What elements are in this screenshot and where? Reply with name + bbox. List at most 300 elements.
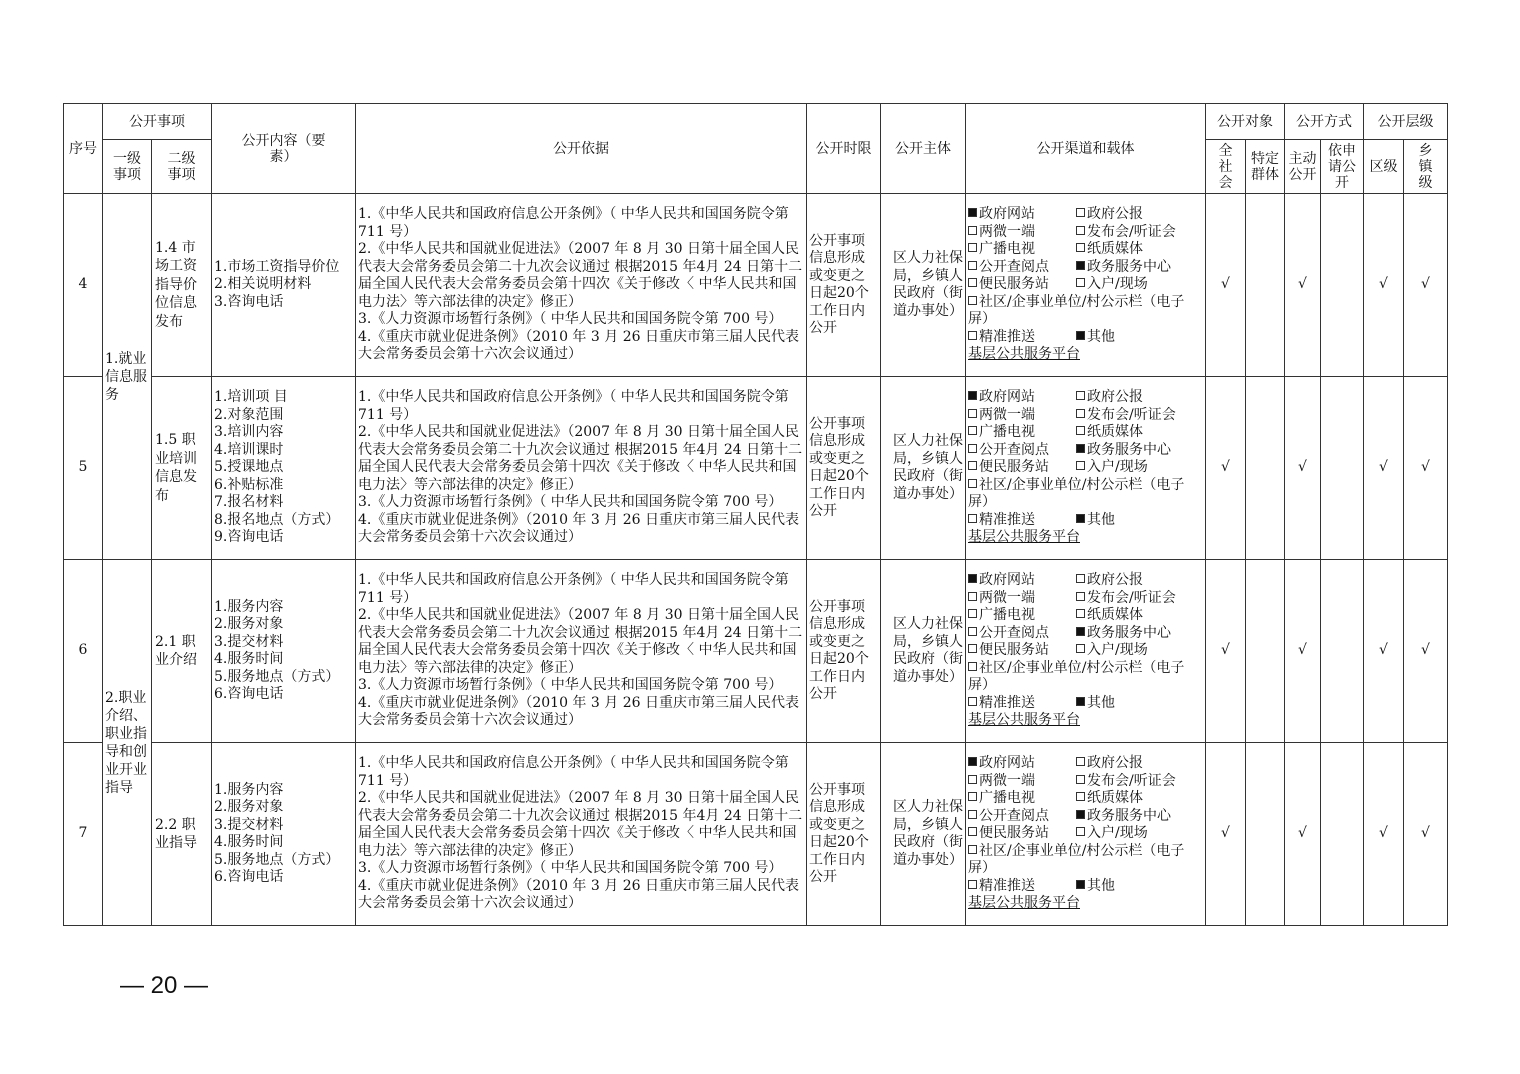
channel-row xyxy=(968,442,1203,460)
channel-other-value: 基层公共服务平台 xyxy=(968,346,1080,363)
content-item: 9.咨询电话 xyxy=(214,529,284,546)
channel-label: 纸质媒体 xyxy=(1087,790,1143,807)
header-subject: 公开主体 xyxy=(881,104,966,194)
row-seq: 4 xyxy=(64,194,103,377)
channel-label: 公开查阅点 xyxy=(979,441,1049,458)
channel-label: 社区/企事业单位/村公示栏（电子屏） xyxy=(968,476,1185,511)
channel-option xyxy=(968,224,1076,242)
subject-cell: 区人力社保局，乡镇人民政府（街道办事处） xyxy=(881,377,966,560)
channel-option xyxy=(968,878,1076,896)
unchecked-box-icon xyxy=(1076,827,1085,836)
basis-item: 2.《中华人民共和国就业促进法》（2007 年 8 月 30 日第十届全国人民代表大会常务委员会第二十九次会议通过 根据2015 年4月 24 日第十二届全国人民代表大会常务委员会第十四次《关于修改〈 中华人民共和国电力法〉等六部法律的决定》修正） xyxy=(358,790,803,859)
channel-label: 社区/企事业单位/村公示栏（电子屏） xyxy=(968,842,1185,877)
channel-option xyxy=(968,424,1076,442)
empty-cell xyxy=(1321,743,1364,926)
channel-label: 发布会/听证会 xyxy=(1087,589,1176,606)
channel-option xyxy=(1076,590,1176,608)
basis-item: 2.《中华人民共和国就业促进法》（2007 年 8 月 30 日第十届全国人民代表大会常务委员会第二十九次会议通过 根据2015 年4月 24 日第十二届全国人民代表大会常务委员会第十四次《关于修改〈 中华人民共和国电力法〉等六部法律的决定》修正） xyxy=(358,607,803,676)
unchecked-box-icon xyxy=(968,444,977,453)
header-level-town: 乡镇级 xyxy=(1404,140,1448,194)
basis-item: 3.《人力资源市场暂行条例》（ 中华人民共和国国务院令第 700 号） xyxy=(358,494,783,511)
unchecked-box-icon xyxy=(1076,609,1085,618)
check-mark: √ xyxy=(1285,560,1321,743)
content-item: 6.咨询电话 xyxy=(214,686,284,702)
channel-label: 入户/现场 xyxy=(1087,642,1148,659)
channel-row xyxy=(968,424,1203,442)
channel-label: 政府网站 xyxy=(979,389,1035,406)
channel-label: 发布会/听证会 xyxy=(1087,772,1176,789)
channel-option xyxy=(968,459,1076,477)
basis-item: 2.《中华人民共和国就业促进法》（2007 年 8 月 30 日第十届全国人民代表大会常务委员会第二十九次会议通过 根据2015 年4月 24 日第十二届全国人民代表大会常务委员会第十四次《关于修改〈 中华人民共和国电力法〉等六部法律的决定》修正） xyxy=(358,241,803,310)
content-item: 1.培训项 目 xyxy=(214,389,288,406)
header-timing: 公开时限 xyxy=(807,104,881,194)
subject-cell: 区人力社保局，乡镇人民政府（街道办事处） xyxy=(881,194,966,377)
channel-label: 其他 xyxy=(1087,511,1115,528)
channel-label: 入户/现场 xyxy=(1087,276,1148,293)
channel-row xyxy=(968,477,1203,512)
channel-row xyxy=(968,407,1203,425)
header-method-apply: 依申请公开 xyxy=(1321,140,1364,194)
channel-row xyxy=(968,660,1203,695)
channel-option xyxy=(1076,206,1143,224)
channel-option xyxy=(1076,407,1176,425)
channel-row xyxy=(968,773,1203,791)
row-seq: 6 xyxy=(64,560,103,743)
channel-option xyxy=(968,329,1076,347)
channel-label: 发布会/听证会 xyxy=(1087,223,1176,240)
channel-label: 纸质媒体 xyxy=(1087,424,1143,441)
level1-item: 2.职业介绍、职业指导和创业开业指导 xyxy=(103,560,152,926)
empty-cell xyxy=(1321,560,1364,743)
unchecked-box-icon xyxy=(1076,574,1085,583)
channel-option xyxy=(968,625,1076,643)
basis-item: 3.《人力资源市场暂行条例》（ 中华人民共和国国务院令第 700 号） xyxy=(358,677,783,694)
unchecked-box-icon xyxy=(968,827,977,836)
channel-label: 广播电视 xyxy=(979,424,1035,441)
channel-option xyxy=(1076,442,1171,460)
unchecked-box-icon xyxy=(968,592,977,601)
channel-label: 精准推送 xyxy=(979,877,1035,894)
header-item-group: 公开事项 xyxy=(103,104,212,140)
content-item: 2.相关说明材料 xyxy=(214,276,312,293)
channel-option xyxy=(968,790,1076,808)
channel-row xyxy=(968,878,1203,896)
channel-option xyxy=(1076,572,1143,590)
channel-option xyxy=(1076,625,1171,643)
unchecked-box-icon xyxy=(968,609,977,618)
channel-option xyxy=(968,572,1076,590)
unchecked-box-icon xyxy=(968,845,977,854)
check-mark: √ xyxy=(1285,743,1321,926)
basis-list xyxy=(356,194,807,377)
checked-box-icon xyxy=(1076,444,1085,453)
content-item: 3.提交材料 xyxy=(214,816,284,833)
channel-label: 两微一端 xyxy=(979,406,1035,423)
level2-item: 2.2 职业指导 xyxy=(152,743,212,926)
channel-option xyxy=(1076,259,1171,277)
content-list xyxy=(212,560,356,743)
channel-option xyxy=(1076,329,1115,347)
content-item: 2.对象范围 xyxy=(214,406,284,423)
channel-label: 两微一端 xyxy=(979,589,1035,606)
unchecked-box-icon xyxy=(968,331,977,340)
table-row xyxy=(64,743,1448,926)
channel-option xyxy=(968,389,1076,407)
check-mark: √ xyxy=(1404,377,1448,560)
check-mark: √ xyxy=(1404,194,1448,377)
header-target-group: 公开对象 xyxy=(1206,104,1285,140)
channel-label: 政府公报 xyxy=(1087,206,1143,223)
unchecked-box-icon xyxy=(968,662,977,671)
channel-label: 政府网站 xyxy=(979,206,1035,223)
channel-other-value: 基层公共服务平台 xyxy=(968,895,1080,912)
content-item: 7.报名材料 xyxy=(214,494,284,511)
channel-option xyxy=(1076,389,1143,407)
channel-label: 其他 xyxy=(1087,328,1115,345)
unchecked-box-icon xyxy=(968,409,977,418)
channel-row xyxy=(968,790,1203,808)
channel-label: 社区/企事业单位/村公示栏（电子屏） xyxy=(968,293,1185,328)
header-method-group: 公开方式 xyxy=(1285,104,1364,140)
channel-label: 政府公报 xyxy=(1087,389,1143,406)
disclosure-table xyxy=(63,103,1448,926)
unchecked-box-icon xyxy=(968,514,977,523)
content-item: 8.报名地点（方式） xyxy=(214,511,340,528)
channel-other-value: 基层公共服务平台 xyxy=(968,529,1080,546)
check-mark: √ xyxy=(1206,560,1246,743)
unchecked-box-icon xyxy=(1076,226,1085,235)
channel-row xyxy=(968,625,1203,643)
checked-box-icon xyxy=(968,391,977,400)
row-seq: 5 xyxy=(64,377,103,560)
channel-label: 公开查阅点 xyxy=(979,624,1049,641)
unchecked-box-icon xyxy=(968,775,977,784)
channel-label: 便民服务站 xyxy=(979,459,1049,476)
timing-cell: 公开事项信息形成或变更之日起20个工作日内公开 xyxy=(807,194,881,377)
channel-label: 精准推送 xyxy=(979,511,1035,528)
channel-label: 便民服务站 xyxy=(979,276,1049,293)
basis-item: 3.《人力资源市场暂行条例》（ 中华人民共和国国务院令第 700 号） xyxy=(358,860,783,877)
header-level1: 一级事项 xyxy=(103,140,152,194)
unchecked-box-icon xyxy=(1076,792,1085,801)
table-row xyxy=(64,194,1448,377)
basis-item: 1.《中华人民共和国政府信息公开条例》（ 中华人民共和国国务院令第 711 号） xyxy=(358,755,789,789)
channel-label: 社区/企事业单位/村公示栏（电子屏） xyxy=(968,659,1185,694)
channel-label: 其他 xyxy=(1087,877,1115,894)
channel-label: 纸质媒体 xyxy=(1087,241,1143,258)
channel-row xyxy=(968,695,1203,713)
channel-cell xyxy=(966,194,1206,377)
channel-option xyxy=(968,755,1076,773)
empty-cell xyxy=(1246,377,1285,560)
channel-option xyxy=(968,241,1076,259)
channel-label: 政务服务中心 xyxy=(1087,441,1171,458)
channel-option xyxy=(1076,695,1115,713)
channel-option xyxy=(1076,424,1143,442)
channel-cell xyxy=(966,560,1206,743)
unchecked-box-icon xyxy=(968,792,977,801)
channel-row xyxy=(968,572,1203,590)
channel-option xyxy=(1076,755,1143,773)
channel-option xyxy=(968,808,1076,826)
channel-option xyxy=(968,276,1076,294)
check-mark: √ xyxy=(1404,560,1448,743)
content-item: 1.服务内容 xyxy=(214,598,284,615)
timing-cell: 公开事项信息形成或变更之日起20个工作日内公开 xyxy=(807,560,881,743)
check-mark: √ xyxy=(1364,743,1404,926)
unchecked-box-icon xyxy=(968,461,977,470)
channel-row xyxy=(968,206,1203,224)
empty-cell xyxy=(1321,377,1364,560)
channel-label: 精准推送 xyxy=(979,328,1035,345)
table-row xyxy=(64,560,1448,743)
checked-box-icon xyxy=(1076,627,1085,636)
channel-cell xyxy=(966,743,1206,926)
channel-label: 便民服务站 xyxy=(979,642,1049,659)
content-list xyxy=(212,743,356,926)
channel-option xyxy=(968,442,1076,460)
checked-box-icon xyxy=(1076,880,1085,889)
empty-cell xyxy=(1246,194,1285,377)
level2-item: 2.1 职业介绍 xyxy=(152,560,212,743)
unchecked-box-icon xyxy=(968,261,977,270)
content-item: 6.咨询电话 xyxy=(214,869,284,885)
unchecked-box-icon xyxy=(1076,391,1085,400)
table-body xyxy=(64,194,1448,926)
check-mark: √ xyxy=(1285,377,1321,560)
channel-label: 精准推送 xyxy=(979,694,1035,711)
content-item: 1.市场工资指导价位 xyxy=(214,258,340,275)
channel-row xyxy=(968,755,1203,773)
level2-item: 1.5 职业培训信息发布 xyxy=(152,377,212,560)
header-seq: 序号 xyxy=(64,104,103,194)
subject-cell: 区人力社保局，乡镇人民政府（街道办事处） xyxy=(881,560,966,743)
channel-option xyxy=(1076,878,1115,896)
check-mark: √ xyxy=(1206,743,1246,926)
channel-label: 纸质媒体 xyxy=(1087,607,1143,624)
unchecked-box-icon xyxy=(968,243,977,252)
channel-row xyxy=(968,843,1203,878)
content-item: 3.提交材料 xyxy=(214,633,284,650)
unchecked-box-icon xyxy=(1076,644,1085,653)
channel-row xyxy=(968,389,1203,407)
content-item: 5.服务地点（方式） xyxy=(214,668,340,685)
channel-label: 政府公报 xyxy=(1087,755,1143,772)
header-channel: 公开渠道和载体 xyxy=(966,104,1206,194)
content-item: 5.服务地点（方式） xyxy=(214,851,340,868)
header-target-specific: 特定群体 xyxy=(1246,140,1285,194)
content-item: 3.培训内容 xyxy=(214,424,284,441)
subject-cell: 区人力社保局，乡镇人民政府（街道办事处） xyxy=(881,743,966,926)
channel-label: 发布会/听证会 xyxy=(1087,406,1176,423)
checked-box-icon xyxy=(1076,697,1085,706)
channel-label: 政务服务中心 xyxy=(1087,807,1171,824)
content-item: 5.授课地点 xyxy=(214,459,284,476)
unchecked-box-icon xyxy=(968,226,977,235)
unchecked-box-icon xyxy=(968,697,977,706)
content-item: 2.服务对象 xyxy=(214,799,284,815)
header-method-active: 主动公开 xyxy=(1285,140,1321,194)
header-target-all: 全社会 xyxy=(1206,140,1246,194)
content-item: 3.咨询电话 xyxy=(214,293,284,310)
channel-row xyxy=(968,825,1203,843)
channel-label: 政府网站 xyxy=(979,572,1035,589)
content-item: 4.服务时间 xyxy=(214,834,284,850)
channel-row xyxy=(968,259,1203,277)
unchecked-box-icon xyxy=(968,880,977,889)
channel-label: 两微一端 xyxy=(979,772,1035,789)
check-mark: √ xyxy=(1364,194,1404,377)
level1-item: 1.就业信息服务 xyxy=(103,194,152,560)
checked-box-icon xyxy=(1076,261,1085,270)
channel-label: 便民服务站 xyxy=(979,825,1049,842)
channel-label: 广播电视 xyxy=(979,607,1035,624)
checked-box-icon xyxy=(1076,810,1085,819)
unchecked-box-icon xyxy=(1076,461,1085,470)
basis-list xyxy=(356,560,807,743)
channel-option xyxy=(968,512,1076,530)
basis-list xyxy=(356,377,807,560)
channel-label: 政府网站 xyxy=(979,755,1035,772)
check-mark: √ xyxy=(1285,194,1321,377)
channel-option xyxy=(1076,790,1143,808)
timing-cell: 公开事项信息形成或变更之日起20个工作日内公开 xyxy=(807,377,881,560)
header-basis: 公开依据 xyxy=(356,104,807,194)
channel-row xyxy=(968,294,1203,329)
content-list xyxy=(212,377,356,560)
unchecked-box-icon xyxy=(1076,592,1085,601)
basis-item: 1.《中华人民共和国政府信息公开条例》（ 中华人民共和国国务院令第 711 号） xyxy=(358,206,789,240)
empty-cell xyxy=(1246,560,1285,743)
basis-item: 3.《人力资源市场暂行条例》（ 中华人民共和国国务院令第 700 号） xyxy=(358,311,783,328)
channel-option xyxy=(1076,773,1176,791)
channel-option xyxy=(968,607,1076,625)
checked-box-icon xyxy=(1076,514,1085,523)
unchecked-box-icon xyxy=(1076,208,1085,217)
unchecked-box-icon xyxy=(1076,775,1085,784)
unchecked-box-icon xyxy=(968,644,977,653)
channel-option xyxy=(968,259,1076,277)
channel-option xyxy=(968,695,1076,713)
header-level-district: 区级 xyxy=(1364,140,1404,194)
header-level2: 二级事项 xyxy=(152,140,212,194)
channel-option xyxy=(1076,642,1148,660)
channel-option xyxy=(968,590,1076,608)
check-mark: √ xyxy=(1364,377,1404,560)
unchecked-box-icon xyxy=(1076,278,1085,287)
check-mark: √ xyxy=(1364,560,1404,743)
channel-option xyxy=(968,642,1076,660)
channel-row xyxy=(968,808,1203,826)
channel-option xyxy=(968,407,1076,425)
checked-box-icon xyxy=(1076,331,1085,340)
channel-option xyxy=(968,773,1076,791)
channel-label: 政府公报 xyxy=(1087,572,1143,589)
channel-option xyxy=(1076,808,1171,826)
empty-cell xyxy=(1321,194,1364,377)
channel-option xyxy=(1076,276,1148,294)
unchecked-box-icon xyxy=(968,278,977,287)
unchecked-box-icon xyxy=(1076,243,1085,252)
page-number: — 20 — xyxy=(120,972,209,999)
content-item: 4.服务时间 xyxy=(214,651,284,667)
checked-box-icon xyxy=(968,208,977,217)
channel-other-value: 基层公共服务平台 xyxy=(968,712,1080,729)
basis-item: 1.《中华人民共和国政府信息公开条例》（ 中华人民共和国国务院令第 711 号） xyxy=(358,572,789,606)
basis-item: 1.《中华人民共和国政府信息公开条例》（ 中华人民共和国国务院令第 711 号） xyxy=(358,389,789,423)
channel-option xyxy=(1076,224,1176,242)
channel-option xyxy=(1076,825,1148,843)
channel-row xyxy=(968,642,1203,660)
table-row xyxy=(64,377,1448,560)
unchecked-box-icon xyxy=(968,479,977,488)
check-mark: √ xyxy=(1206,194,1246,377)
channel-option xyxy=(968,206,1076,224)
header-level-group: 公开层级 xyxy=(1364,104,1448,140)
unchecked-box-icon xyxy=(1076,757,1085,766)
basis-item: 2.《中华人民共和国就业促进法》（2007 年 8 月 30 日第十届全国人民代表大会常务委员会第二十九次会议通过 根据2015 年4月 24 日第十二届全国人民代表大会常务委员会第十四次《关于修改〈 中华人民共和国电力法〉等六部法律的决定》修正） xyxy=(358,424,803,493)
timing-cell: 公开事项信息形成或变更之日起20个工作日内公开 xyxy=(807,743,881,926)
channel-label: 广播电视 xyxy=(979,790,1035,807)
check-mark: √ xyxy=(1404,743,1448,926)
channel-option xyxy=(1076,512,1115,530)
channel-label: 广播电视 xyxy=(979,241,1035,258)
header-content: 公开内容（要素） xyxy=(212,104,356,194)
channel-option xyxy=(1076,459,1148,477)
channel-label: 两微一端 xyxy=(979,223,1035,240)
channel-label: 公开查阅点 xyxy=(979,807,1049,824)
content-item: 2.服务对象 xyxy=(214,616,284,632)
row-seq: 7 xyxy=(64,743,103,926)
basis-item: 4.《重庆市就业促进条例》（2010 年 3 月 26 日重庆市第三届人民代表大会常务委员会第十六次会议通过） xyxy=(358,694,799,729)
content-item: 6.补贴标准 xyxy=(214,476,284,493)
checked-box-icon xyxy=(968,574,977,583)
empty-cell xyxy=(1246,743,1285,926)
content-list xyxy=(212,194,356,377)
channel-row xyxy=(968,224,1203,242)
channel-row xyxy=(968,512,1203,530)
unchecked-box-icon xyxy=(968,627,977,636)
channel-row xyxy=(968,459,1203,477)
channel-row xyxy=(968,607,1203,625)
unchecked-box-icon xyxy=(1076,409,1085,418)
content-item: 4.培训课时 xyxy=(214,441,284,458)
channel-label: 入户/现场 xyxy=(1087,825,1148,842)
channel-row xyxy=(968,329,1203,347)
channel-row xyxy=(968,241,1203,259)
channel-row xyxy=(968,276,1203,294)
channel-cell xyxy=(966,377,1206,560)
basis-item: 4.《重庆市就业促进条例》（2010 年 3 月 26 日重庆市第三届人民代表大会常务委员会第十六次会议通过） xyxy=(358,328,799,363)
unchecked-box-icon xyxy=(968,426,977,435)
channel-label: 政务服务中心 xyxy=(1087,258,1171,275)
channel-option xyxy=(968,825,1076,843)
unchecked-box-icon xyxy=(968,296,977,305)
basis-item: 4.《重庆市就业促进条例》（2010 年 3 月 26 日重庆市第三届人民代表大会常务委员会第十六次会议通过） xyxy=(358,511,799,546)
channel-label: 公开查阅点 xyxy=(979,258,1049,275)
checked-box-icon xyxy=(968,757,977,766)
channel-label: 政务服务中心 xyxy=(1087,624,1171,641)
level2-item: 1.4 市场工资指导价位信息发布 xyxy=(152,194,212,377)
channel-option xyxy=(1076,607,1143,625)
channel-label: 入户/现场 xyxy=(1087,459,1148,476)
unchecked-box-icon xyxy=(968,810,977,819)
check-mark: √ xyxy=(1206,377,1246,560)
basis-list xyxy=(356,743,807,926)
content-item: 1.服务内容 xyxy=(214,781,284,798)
channel-option xyxy=(1076,241,1143,259)
channel-row xyxy=(968,590,1203,608)
